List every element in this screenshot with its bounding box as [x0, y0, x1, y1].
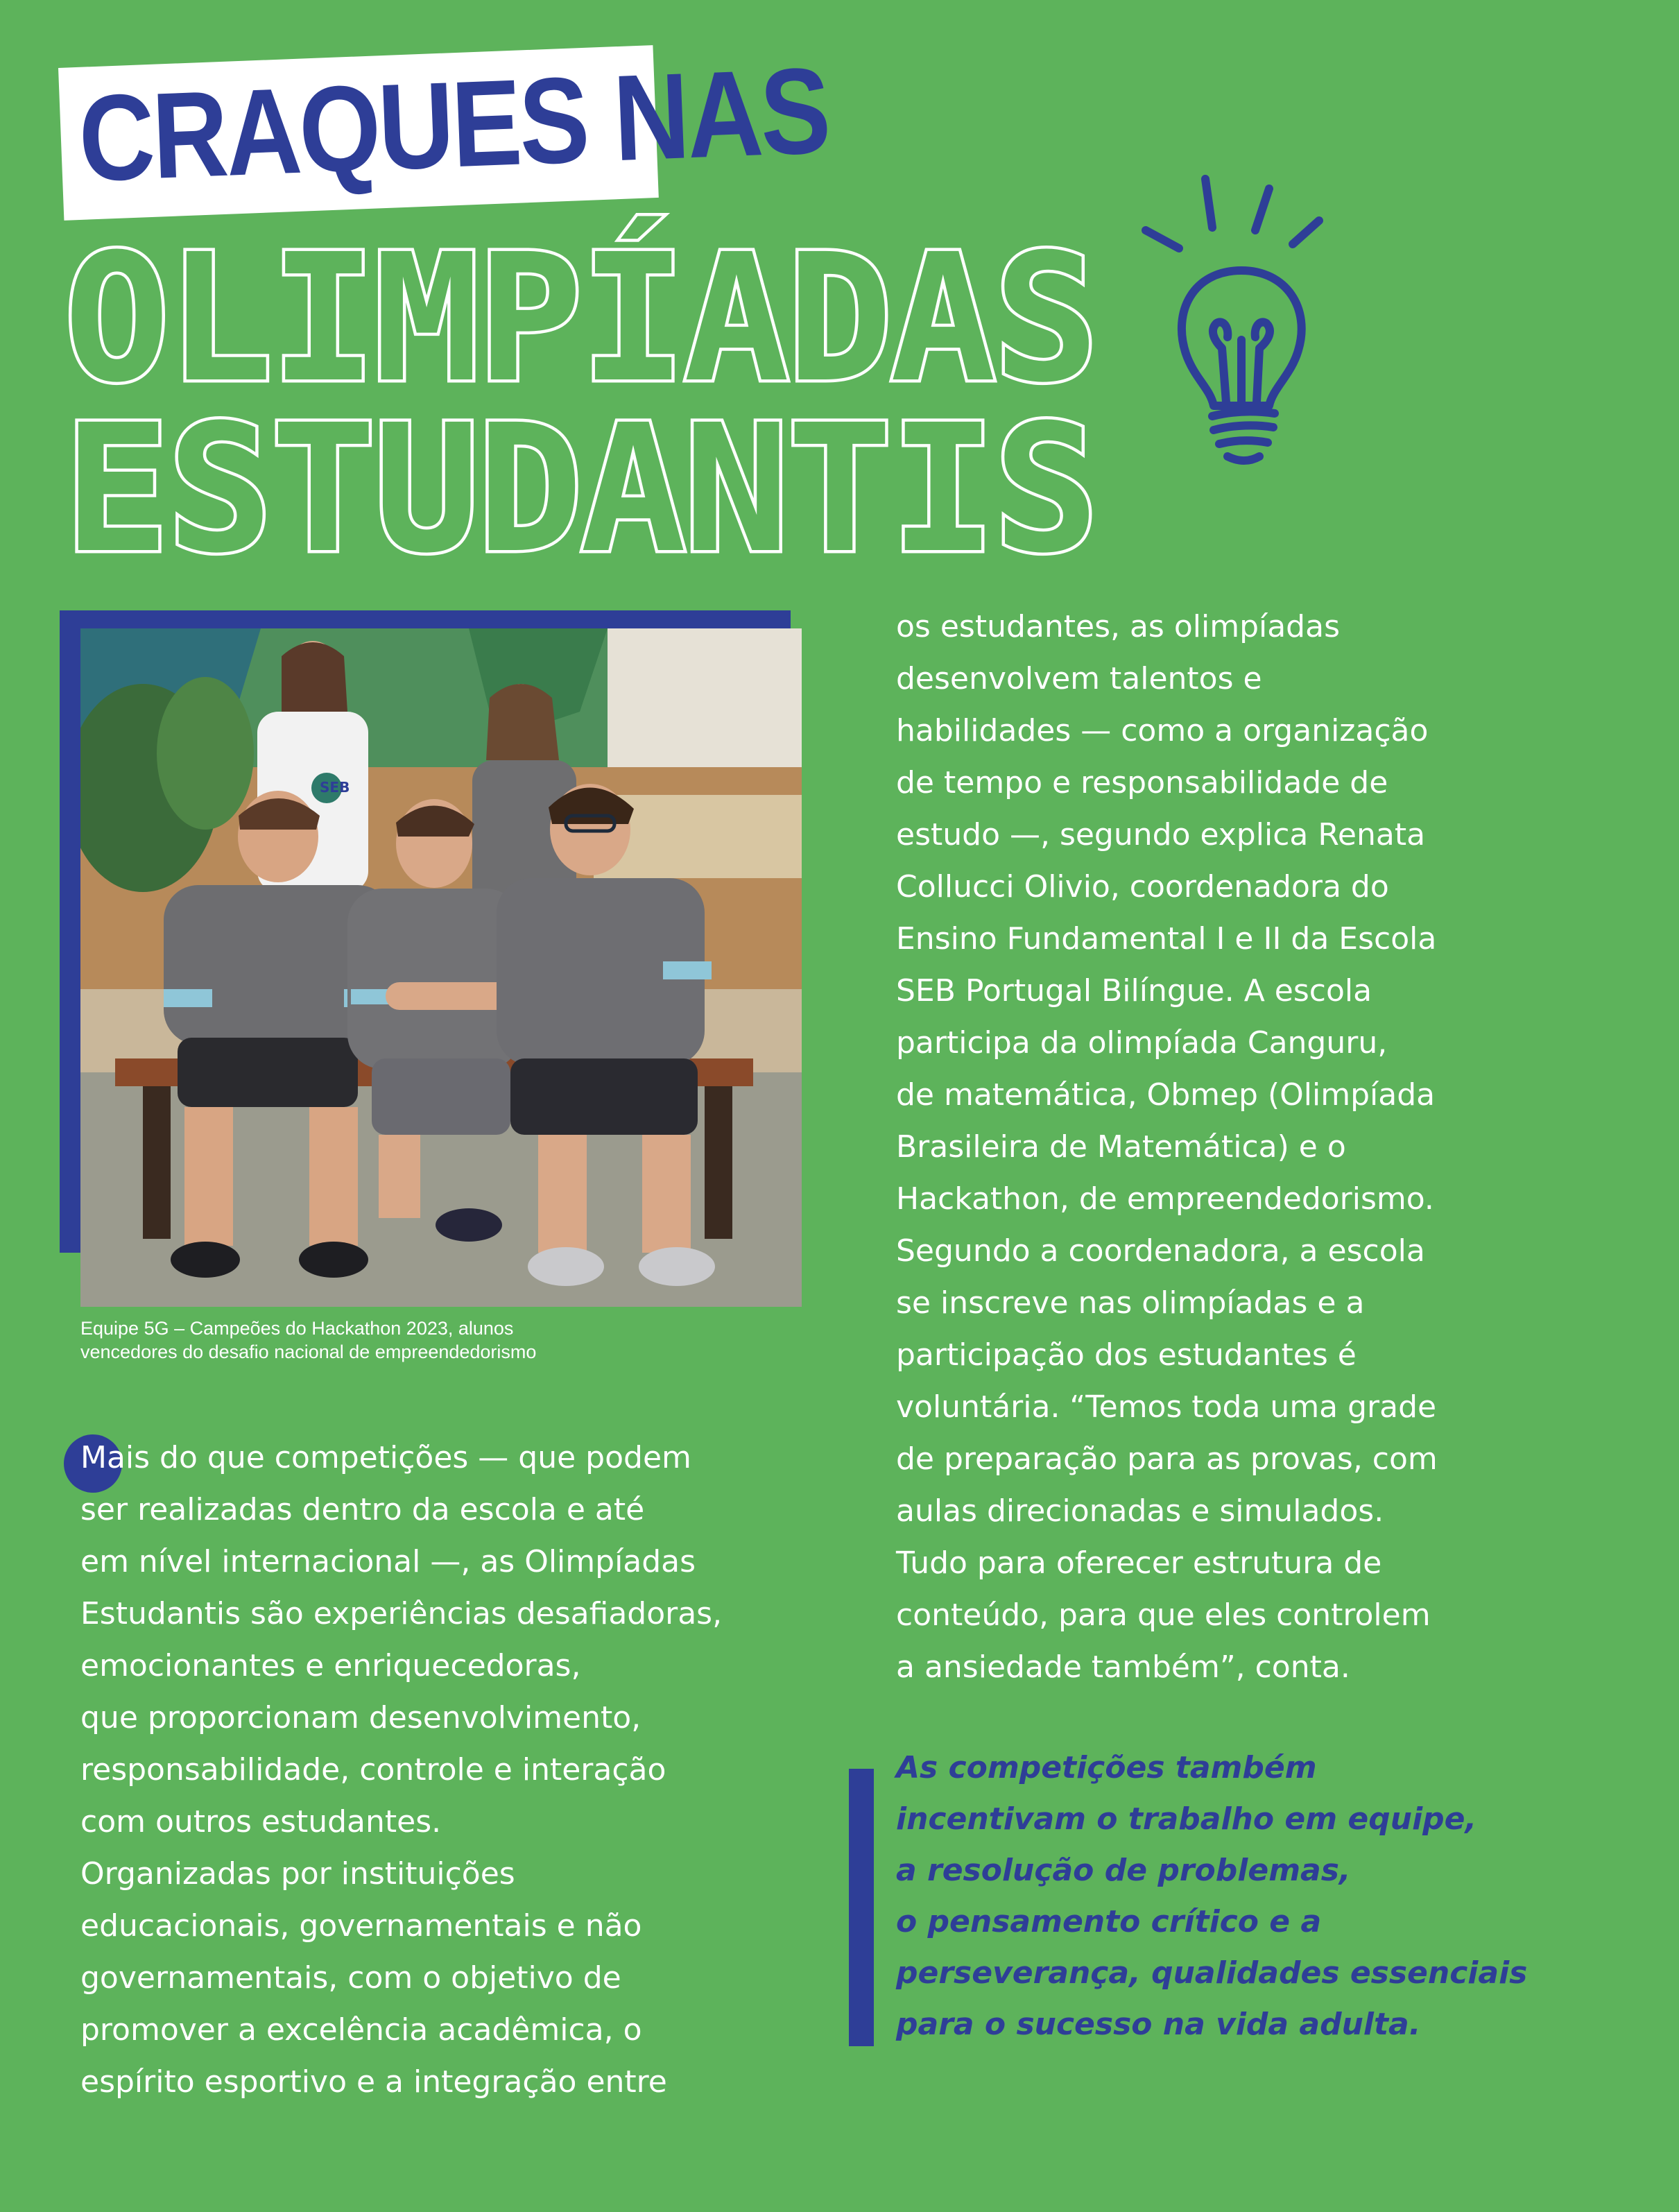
- body-left-column: [80, 1432, 829, 2108]
- body-line: Segundo a coordenadora, a escola: [896, 1233, 1425, 1269]
- lightbulb-icon: [1137, 166, 1345, 472]
- body-line: conteúdo, para que eles controlem: [896, 1597, 1431, 1633]
- body-line: educacionais, governamentais e não: [80, 1908, 642, 1944]
- body-line: se inscreve nas olimpíadas e a: [896, 1285, 1365, 1321]
- title-line-1: OLIMPÍADAS: [64, 216, 1097, 421]
- body-right-column: [896, 601, 1645, 1693]
- team-photo: [80, 628, 802, 1307]
- body-line: em nível internacional —, as Olimpíadas: [80, 1544, 696, 1579]
- caption-line: vencedores do desafio nacional de empreendedorismo: [80, 1341, 537, 1362]
- body-line: participação dos estudantes é: [896, 1337, 1357, 1373]
- body-line: habilidades — como a organização: [896, 713, 1429, 748]
- body-line: de tempo e responsabilidade de: [896, 765, 1388, 800]
- body-line: de matemática, Obmep (Olimpíada: [896, 1077, 1436, 1113]
- body-line: Brasileira de Matemática) e o: [896, 1129, 1346, 1165]
- body-line: estudo —, segundo explica Renata: [896, 817, 1426, 852]
- body-line: a ansiedade também”, conta.: [896, 1649, 1350, 1685]
- pull-quote: [896, 1742, 1659, 2050]
- body-line: com outros estudantes.: [80, 1804, 442, 1840]
- body-line: Mais do que competições — que podem: [80, 1440, 691, 1475]
- body-line: Tudo para oferecer estrutura de: [896, 1545, 1382, 1581]
- body-line: emocionantes e enriquecedoras,: [80, 1648, 581, 1683]
- quote-line: para o sucesso na vida adulta.: [896, 2007, 1421, 2042]
- body-line: Hackathon, de empreendedorismo.: [896, 1181, 1434, 1217]
- quote-line: a resolução de problemas,: [896, 1853, 1351, 1888]
- body-line: governamentais, com o objetivo de: [80, 1960, 621, 1996]
- quote-line: incentivam o trabalho em equipe,: [896, 1801, 1477, 1837]
- kicker-banner: [58, 42, 831, 221]
- body-line: voluntária. “Temos toda uma grade: [896, 1389, 1437, 1425]
- body-line: espírito esportivo e a integração entre: [80, 2064, 667, 2100]
- body-line: responsabilidade, controle e interação: [80, 1752, 666, 1787]
- body-line: de preparação para as provas, com: [896, 1441, 1438, 1477]
- kicker-text: CRAQUES NAS: [76, 42, 831, 207]
- caption-line: Equipe 5G – Campeões do Hackathon 2023, alunos: [80, 1318, 514, 1339]
- photo-frame-left: [60, 610, 82, 1253]
- body-line: desenvolvem talentos e: [896, 661, 1262, 696]
- body-line: os estudantes, as olimpíadas: [896, 609, 1340, 644]
- quote-line: As competições também: [896, 1750, 1317, 1785]
- quote-line: perseverança, qualidades essenciais: [896, 1955, 1528, 1991]
- body-line: ser realizadas dentro da escola e até: [80, 1492, 645, 1527]
- photo-caption: [80, 1317, 816, 1364]
- pull-quote-bar: [849, 1769, 874, 2046]
- body-line: aulas direcionadas e simulados.: [896, 1493, 1384, 1529]
- body-line: promover a excelência acadêmica, o: [80, 2012, 642, 2048]
- body-line: Ensino Fundamental I e II da Escola: [896, 921, 1437, 957]
- body-line: SEB Portugal Bilíngue. A escola: [896, 973, 1372, 1009]
- photo-frame-top: [60, 610, 791, 628]
- title-line-2: ESTUDANTIS: [64, 386, 1097, 592]
- body-line: Collucci Olivio, coordenadora do: [896, 869, 1389, 904]
- quote-line: o pensamento crítico e a: [896, 1904, 1322, 1939]
- shirt-logo-text: SEB: [320, 779, 350, 796]
- body-line: Estudantis são experiências desafiadoras,: [80, 1596, 723, 1631]
- body-line: Organizadas por instituições: [80, 1856, 515, 1892]
- body-line: que proporcionam desenvolvimento,: [80, 1700, 642, 1735]
- body-line: participa da olimpíada Canguru,: [896, 1025, 1388, 1061]
